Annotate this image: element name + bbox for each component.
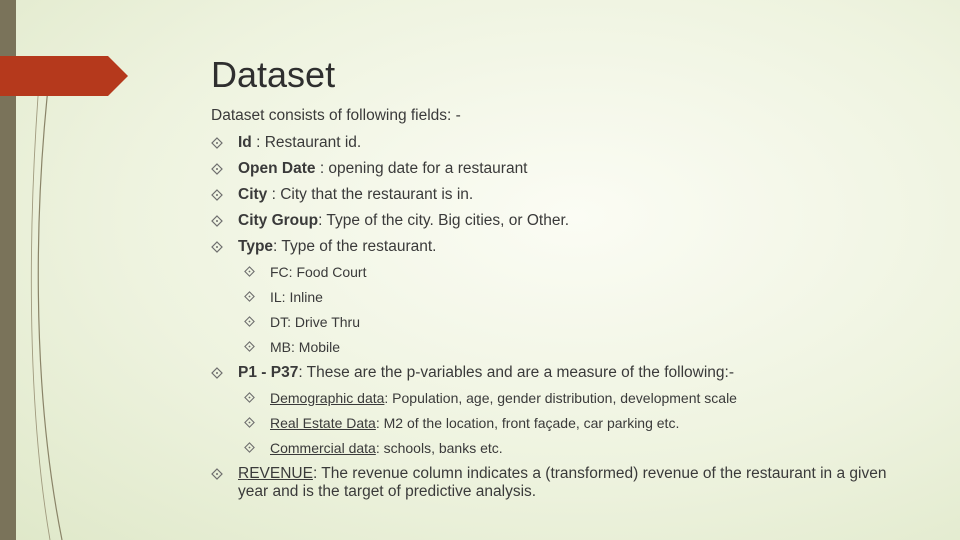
diamond-bullet-icon [244,291,255,302]
diamond-bullet-icon [244,341,255,352]
pvar-category-desc: : M2 of the location, front façade, car parking etc. [375,415,680,431]
field-desc: : These are the p-variables and are a measure of the following:- [298,364,734,381]
diamond-bullet-icon [244,392,255,403]
field-name: Id [238,134,252,151]
field-desc: : opening date for a restaurant [315,160,528,177]
sub-item-demographic [211,389,911,407]
diamond-bullet-icon [211,189,223,201]
pvar-category-name: Real Estate Data [270,415,376,431]
sub-item-mb [211,338,911,356]
type-label: FC: Food Court [270,264,367,280]
field-name: Open Date [238,160,316,177]
intro-text: Dataset consists of following fields: - [211,107,461,124]
list-item-revenue [211,465,911,501]
sub-item-il [211,288,911,306]
list-item-type [211,238,911,256]
type-label: IL: Inline [270,289,323,305]
pvar-category-name: Demographic data [270,390,385,406]
diamond-bullet-icon [244,417,255,428]
field-desc: : City that the restaurant is in. [267,186,474,203]
sub-item-dt [211,313,911,331]
slide-title: Dataset [211,54,336,95]
field-desc: : Type of the restaurant. [273,238,437,255]
sub-item-commercial [211,439,911,457]
pvar-category-name: Commercial data [270,440,376,456]
slide-content [211,106,911,501]
pvar-category-desc: : Population, age, gender distribution, development scale [384,390,737,406]
diamond-bullet-icon [244,266,255,277]
diamond-bullet-icon [244,316,255,327]
type-label: MB: Mobile [270,339,341,355]
field-name: Type [238,238,274,255]
list-item-p-vars [211,364,911,382]
diamond-bullet-icon [211,137,223,149]
field-desc: : The revenue column indicates a (transformed) revenue of the restaurant in a given year and is the target of predictive analysis. [238,465,887,500]
field-name: REVENUE [238,465,313,482]
diamond-bullet-icon [211,215,223,227]
field-name: City Group [238,212,319,229]
diamond-bullet-icon [211,468,223,480]
list-item-city [211,186,911,204]
pvar-category-desc: : schools, banks etc. [375,440,503,456]
list-item-open-date [211,160,911,178]
sub-item-fc [211,263,911,281]
type-label: DT: Drive Thru [270,314,360,330]
diamond-bullet-icon [211,367,223,379]
field-name: P1 - P37 [238,364,299,381]
diamond-bullet-icon [211,241,223,253]
diamond-bullet-icon [211,163,223,175]
sub-item-real-estate [211,414,911,432]
list-item-id [211,134,911,152]
title-arrow-shape [0,56,128,96]
diamond-bullet-icon [244,442,255,453]
field-name: City [238,186,268,203]
list-item-city-group [211,212,911,230]
field-desc: : Restaurant id. [251,134,362,151]
field-desc: : Type of the city. Big cities, or Other. [318,212,570,229]
